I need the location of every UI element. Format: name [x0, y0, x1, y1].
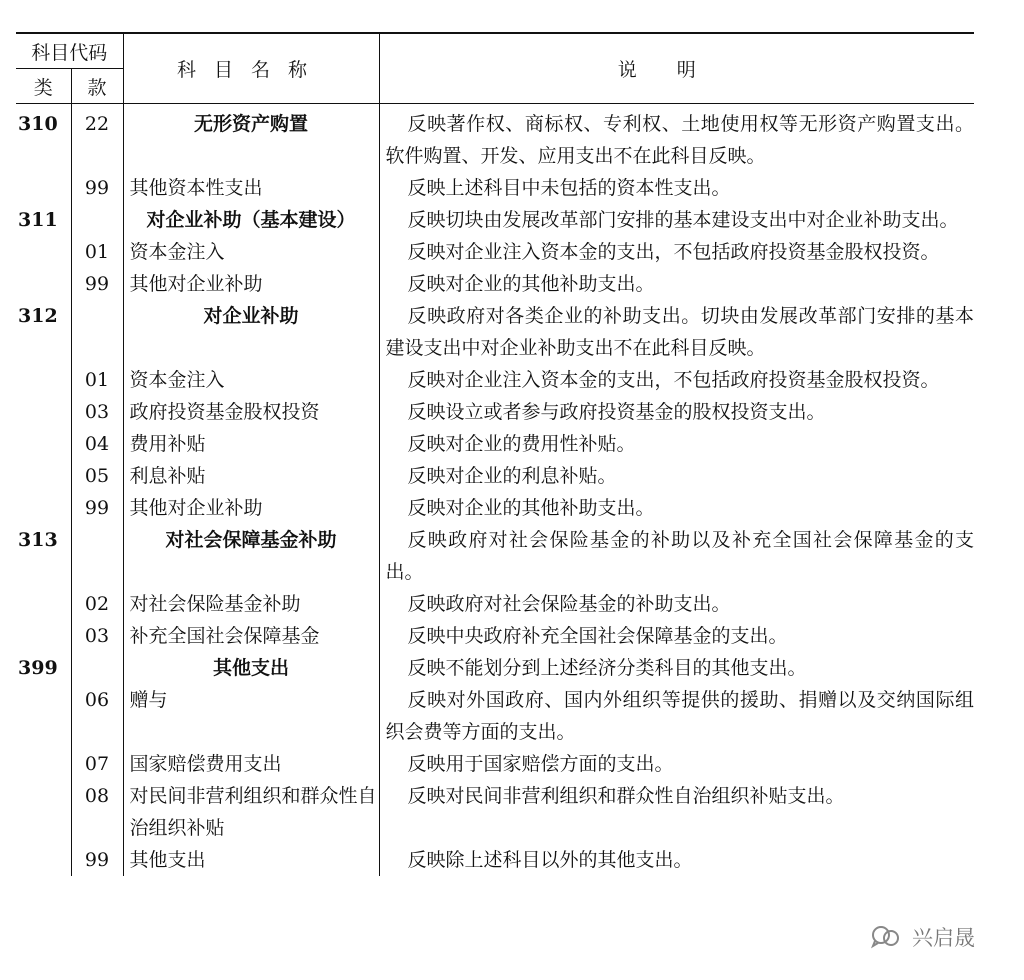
category-code: 399: [16, 652, 71, 684]
subject-name: 对社会保障基金补助: [123, 524, 379, 588]
subject-name: 对企业补助（基本建设）: [123, 204, 379, 236]
subject-description: 反映中央政府补充全国社会保障基金的支出。: [407, 625, 788, 647]
subject-name: 赠与: [123, 684, 379, 748]
item-code: 08: [71, 780, 123, 844]
subject-description: 反映对企业的其他补助支出。: [407, 497, 655, 519]
subject-name: 政府投资基金股权投资: [123, 396, 379, 428]
subject-name: 对企业补助: [123, 300, 379, 364]
subject-name: 资本金注入: [123, 236, 379, 268]
subject-description: 反映对企业的费用性补贴。: [407, 433, 636, 455]
subject-description: 反映对企业的其他补助支出。: [407, 273, 655, 295]
subject-description: 反映上述科目中未包括的资本性支出。: [407, 177, 731, 199]
subject-description: 反映对企业注入资本金的支出，不包括政府投资基金股权投资。: [407, 241, 940, 263]
category-header: 类: [16, 69, 71, 104]
subject-description: 反映切块由发展改革部门安排的基本建设支出中对企业补助支出。: [407, 209, 959, 231]
subject-code-header: 科目代码: [16, 33, 123, 69]
subject-name: 其他资本性支出: [123, 172, 379, 204]
subject-name-header: 科目名称: [123, 33, 379, 104]
category-code: 311: [16, 204, 71, 236]
table-row: [16, 104, 974, 173]
watermark-text: 兴启晟: [912, 926, 975, 950]
category-code: [16, 236, 71, 268]
subject-description: 反映政府对各类企业的补助支出。切块由发展改革部门安排的基本建设支出中对企业补助支出不在此科目反映。: [385, 305, 975, 359]
table-row: [16, 780, 974, 844]
table-row: [16, 236, 974, 268]
item-code: 99: [71, 172, 123, 204]
category-code: [16, 684, 71, 748]
table-row: [16, 844, 974, 876]
table-row: [16, 588, 974, 620]
category-code: 313: [16, 524, 71, 588]
table-row: [16, 268, 974, 300]
subject-description: 反映设立或者参与政府投资基金的股权投资支出。: [407, 401, 826, 423]
subject-name: 无形资产购置: [123, 104, 379, 173]
category-code: [16, 748, 71, 780]
subject-description: 反映用于国家赔偿方面的支出。: [407, 753, 674, 775]
item-code: 99: [71, 268, 123, 300]
category-code: 312: [16, 300, 71, 364]
item-header: 款: [71, 69, 123, 104]
subject-description: 反映对外国政府、国内外组织等提供的援助、捐赠以及交纳国际组织会费等方面的支出。: [385, 689, 975, 743]
category-code: [16, 588, 71, 620]
table-row: [16, 172, 974, 204]
item-code: [71, 652, 123, 684]
item-code: [71, 300, 123, 364]
table-row: [16, 492, 974, 524]
table-row: [16, 204, 974, 236]
item-code: [71, 204, 123, 236]
item-code: 04: [71, 428, 123, 460]
description-header: 说明: [379, 33, 974, 104]
table-row: [16, 684, 974, 748]
wechat-official-account-icon: [868, 923, 904, 951]
subject-name: 国家赔偿费用支出: [123, 748, 379, 780]
subject-name: 其他支出: [123, 844, 379, 876]
table-row: [16, 428, 974, 460]
category-code: [16, 460, 71, 492]
classification-table: [16, 32, 974, 876]
subject-description: 反映除上述科目以外的其他支出。: [407, 849, 693, 871]
item-code: [71, 524, 123, 588]
subject-description: 反映不能划分到上述经济分类科目的其他支出。: [407, 657, 807, 679]
item-code: 07: [71, 748, 123, 780]
subject-name: 其他对企业补助: [123, 268, 379, 300]
table-row: [16, 460, 974, 492]
item-code: 05: [71, 460, 123, 492]
subject-name: 资本金注入: [123, 364, 379, 396]
item-code: 99: [71, 492, 123, 524]
category-code: [16, 268, 71, 300]
subject-description: 反映著作权、商标权、专利权、土地使用权等无形资产购置支出。软件购置、开发、应用支出不在此科目反映。: [385, 113, 975, 167]
subject-name: 费用补贴: [123, 428, 379, 460]
table-row: [16, 300, 974, 364]
category-code: [16, 844, 71, 876]
table-row: [16, 620, 974, 652]
subject-name: 对民间非营利组织和群众性自治组织补贴: [123, 780, 379, 844]
subject-description: 反映对民间非营利组织和群众性自治组织补贴支出。: [407, 785, 845, 807]
table-row: [16, 396, 974, 428]
subject-description: 反映政府对社会保险基金的补助支出。: [407, 593, 731, 615]
subject-name: 其他对企业补助: [123, 492, 379, 524]
subject-description: 反映对企业注入资本金的支出，不包括政府投资基金股权投资。: [407, 369, 940, 391]
subject-description: 反映政府对社会保险基金的补助以及补充全国社会保障基金的支出。: [385, 529, 975, 583]
subject-name: 对社会保险基金补助: [123, 588, 379, 620]
subject-name: 补充全国社会保障基金: [123, 620, 379, 652]
category-code: 310: [16, 104, 71, 173]
item-code: 03: [71, 396, 123, 428]
item-code: 01: [71, 364, 123, 396]
item-code: 01: [71, 236, 123, 268]
subject-description: 反映对企业的利息补贴。: [407, 465, 617, 487]
item-code: 06: [71, 684, 123, 748]
item-code: 03: [71, 620, 123, 652]
category-code: [16, 364, 71, 396]
table-row: [16, 652, 974, 684]
subject-name: 利息补贴: [123, 460, 379, 492]
subject-name: 其他支出: [123, 652, 379, 684]
table-row: [16, 524, 974, 588]
category-code: [16, 396, 71, 428]
category-code: [16, 780, 71, 844]
item-code: 02: [71, 588, 123, 620]
item-code: 99: [71, 844, 123, 876]
table-row: [16, 748, 974, 780]
category-code: [16, 620, 71, 652]
table-row: [16, 364, 974, 396]
item-code: 22: [71, 104, 123, 173]
category-code: [16, 172, 71, 204]
category-code: [16, 492, 71, 524]
watermark: [868, 922, 975, 952]
category-code: [16, 428, 71, 460]
